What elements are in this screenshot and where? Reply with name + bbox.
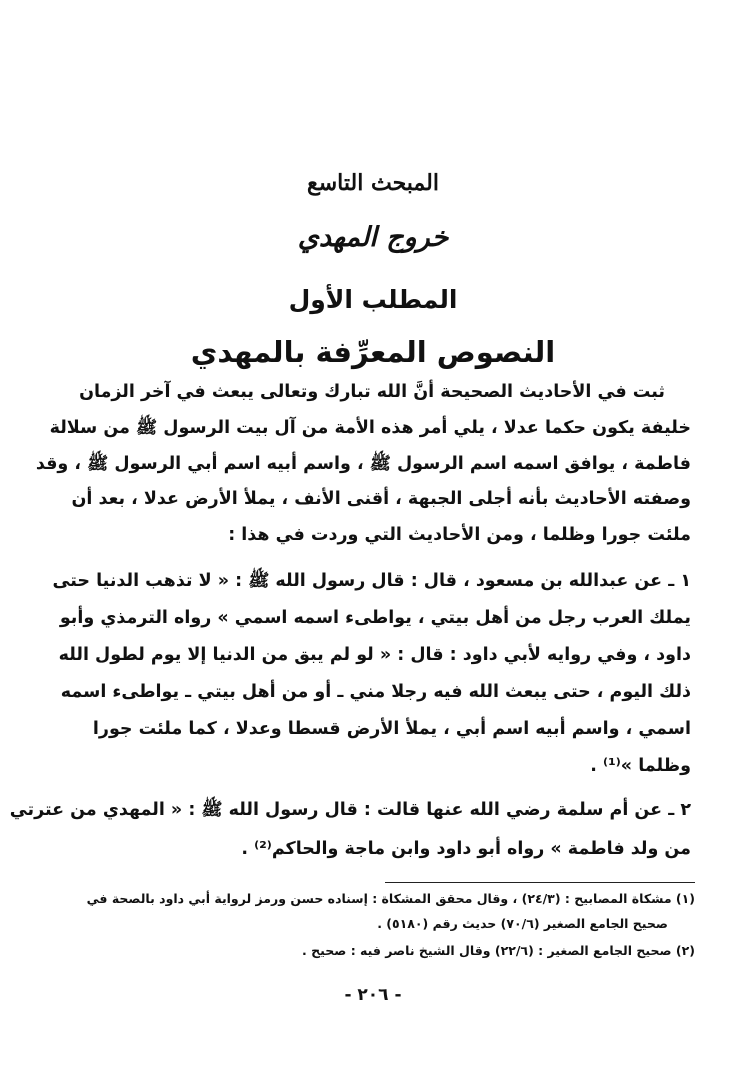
page-number: - ٢٠٦ - bbox=[344, 985, 402, 1005]
footnote-divider bbox=[385, 882, 695, 883]
hadith-line: من ولد فاطمة » رواه أبو داود وابن ماجة والحاكم⁽²⁾ . bbox=[241, 839, 691, 859]
hadith-line: اسمي ، واسم أبيه اسم أبي ، يملأ الأرض قسطا وعدلا ، كما ملئت جورا bbox=[92, 719, 691, 739]
paragraph-line: فاطمة ، يوافق اسمه اسم الرسول ﷺ ، واسم أبيه اسم أبي الرسول ﷺ ، وقد bbox=[35, 454, 691, 474]
paragraph-line: خليفة يكون حكما عدلا ، يلي أمر هذه الأمة من آل بيت الرسول ﷺ من سلالة bbox=[49, 418, 691, 438]
hadith-line: ٢ ـ عن أم سلمة رضي الله عنها قالت : قال رسول الله ﷺ : « المهدي من عترتي bbox=[9, 800, 691, 820]
paragraph-line: ثبت في الأحاديث الصحيحة أنَّ الله تبارك وتعالى يبعث في آخر الزمان bbox=[79, 382, 665, 402]
paragraph-line: ملئت جورا وظلما ، ومن الأحاديث التي وردت في هذا : bbox=[228, 525, 691, 545]
hadith-line: يملك العرب رجل من أهل بيتي ، يواطىء اسمه اسمي » رواه الترمذي وأبو bbox=[59, 608, 691, 628]
footnote-2: (٢) صحيح الجامع الصغير : (٢٢/٦) وقال الشيخ ناصر فيه : صحيح . bbox=[302, 943, 695, 958]
footnote-1-continued: صحيح الجامع الصغير (٧٠/٦) حديث رقم (٥١٨٠) . bbox=[377, 916, 668, 931]
chapter-heading: المبحث التاسع bbox=[307, 170, 439, 196]
hadith-line: داود ، وفي روايه لأبي داود : قال : « لو لم يبق من الدنيا إلا يوم لطول الله bbox=[58, 645, 691, 665]
section-heading: المطلب الأول bbox=[288, 285, 458, 314]
hadith-line: ١ ـ عن عبدالله بن مسعود ، قال : قال رسول الله ﷺ : « لا تذهب الدنيا حتى bbox=[52, 571, 691, 591]
footnote-1: (١) مشكاة المصابيح : (٢٤/٣) ، وقال محقق المشكاة : إسناده حسن ورمز لرواية أبي داود بالصحة في bbox=[86, 891, 695, 906]
paragraph-line: وصفته الأحاديث بأنه أجلى الجبهة ، أقنى الأنف ، يملأ الأرض عدلا ، بعد أن bbox=[71, 489, 691, 509]
hadith-line: وظلما »⁽¹⁾ . bbox=[590, 756, 691, 776]
chapter-subtitle: خروج المهدي bbox=[297, 222, 449, 253]
section-title: النصوص المعرِّفة بالمهدي bbox=[190, 335, 556, 369]
hadith-line: ذلك اليوم ، حتى يبعث الله فيه رجلا مني ـ أو من أهل بيتي ـ يواطىء اسمه bbox=[60, 682, 691, 702]
